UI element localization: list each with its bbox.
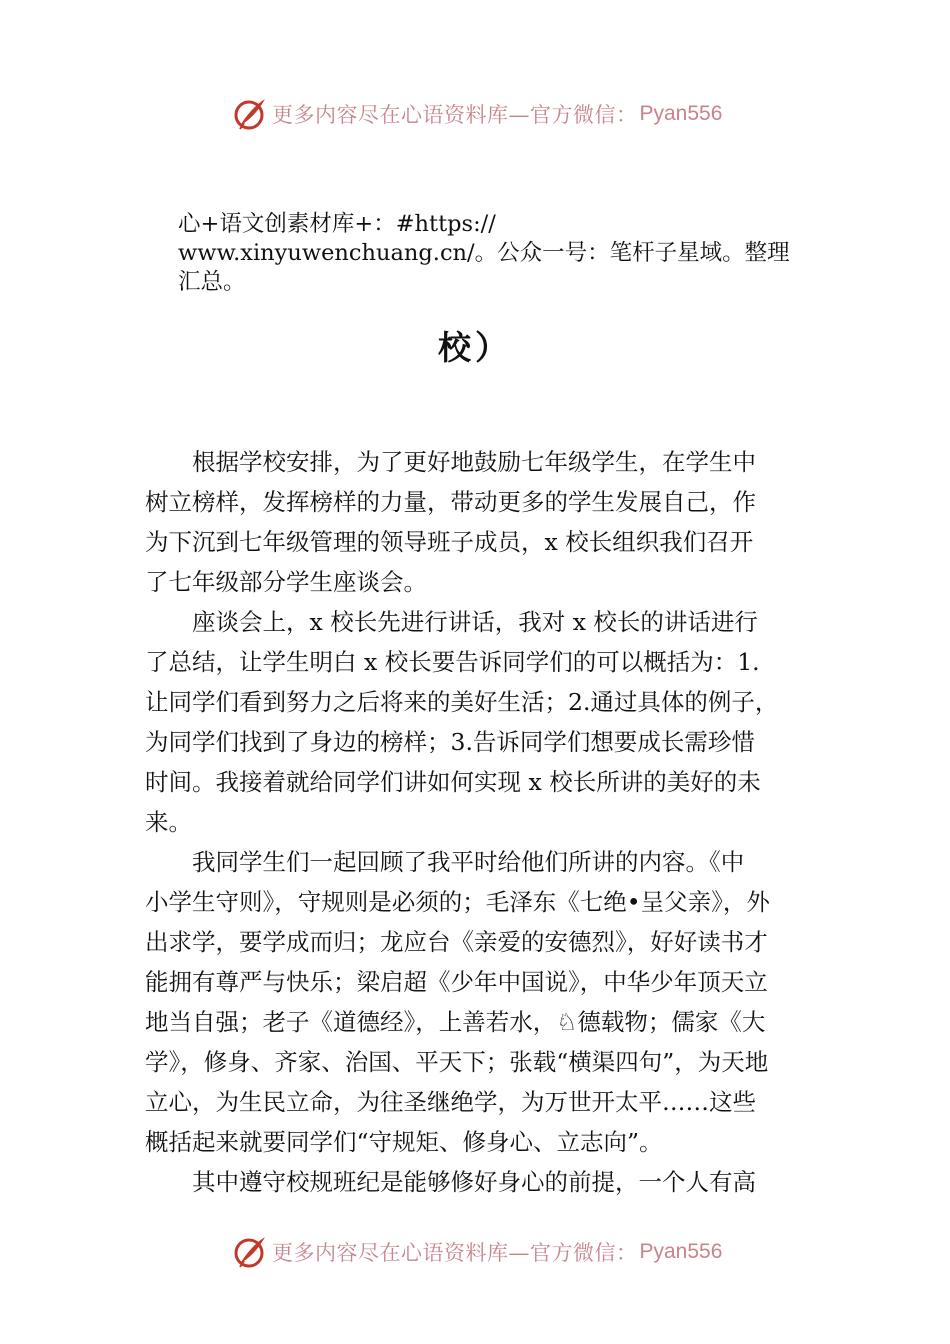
text-line: 为同学们找到了身边的榜样；3.告诉同学们想要成长需珍惜 [145,728,755,756]
header-banner-id: Pyan556 [639,102,723,125]
text-line: 地当自强；老子《道德经》，上善若水，♘德载物；儒家《大 [145,1008,766,1036]
text-line: 让同学们看到努力之后将来的美好生活；2.通过具体的例子， [145,688,779,716]
footer-banner-id: Pyan556 [639,1240,723,1263]
text-line: 学》，修身、齐家、治国、平天下；张载“横渠四句”，为天地 [145,1048,769,1076]
text-line: 为下沉到七年级管理的领导班子成员，x 校长组织我们召开 [145,528,754,556]
text-line: 了总结，让学生明白 x 校长要告诉同学们的可以概括为：1. [145,648,760,676]
text-line: 来。 [145,808,192,836]
text-line: 时间。我接着就给同学们讲如何实现 x 校长所讲的美好的未 [145,768,761,796]
text-line: 根据学校安排，为了更好地鼓励七年级学生，在学生中 [145,448,756,476]
text-line: 小学生守则》，守规则是必须的；毛泽东《七绝•呈父亲》，外 [145,888,770,916]
footer-banner-text: 更多内容尽在心语资料库—官方微信： [272,1241,638,1265]
quill-logo-icon [232,1234,268,1270]
source-line-3: 汇总。 [178,269,246,295]
text-line: 概括起来就要同学们“守规矩、修身心、立志向”。 [145,1128,663,1156]
paragraph-1 [145,442,810,602]
text-line: 我同学生们一起回顾了我平时给他们所讲的内容。《中 [145,848,745,876]
header-banner-text: 更多内容尽在心语资料库—官方微信： [272,103,638,127]
text-line: 出求学，要学成而归；龙应台《亲爱的安德烈》，好好读书才 [145,928,768,956]
text-line: 了七年级部分学生座谈会。 [145,568,427,596]
document-body [145,442,810,1202]
footer-banner [232,1232,732,1272]
text-line: 座谈会上，x 校长先进行讲话，我对 x 校长的讲话进行 [145,608,758,636]
source-line-2: www.xinyuwenchuang.cn/。公众一号：笔杆子星域。整理 [178,240,790,266]
text-line: 树立榜样，发挥榜样的力量，带动更多的学生发展自己，作 [145,488,756,516]
text-line: 能拥有尊严与快乐；梁启超《少年中国说》，中华少年顶天立 [145,968,768,996]
source-line-1: 心+语文创素材库+：#https:// [178,211,496,237]
header-banner [232,94,732,134]
paragraph-3 [145,842,810,1162]
paragraph-4 [145,1162,810,1202]
quill-logo-icon [232,96,268,132]
text-line: 立心，为生民立命，为往圣继绝学，为万世开太平……这些 [145,1088,756,1116]
page-title: 校） [438,328,512,367]
paragraph-2 [145,602,810,842]
source-note [178,210,823,297]
text-line: 其中遵守校规班纪是能够修好身心的前提，一个人有高 [145,1168,756,1196]
